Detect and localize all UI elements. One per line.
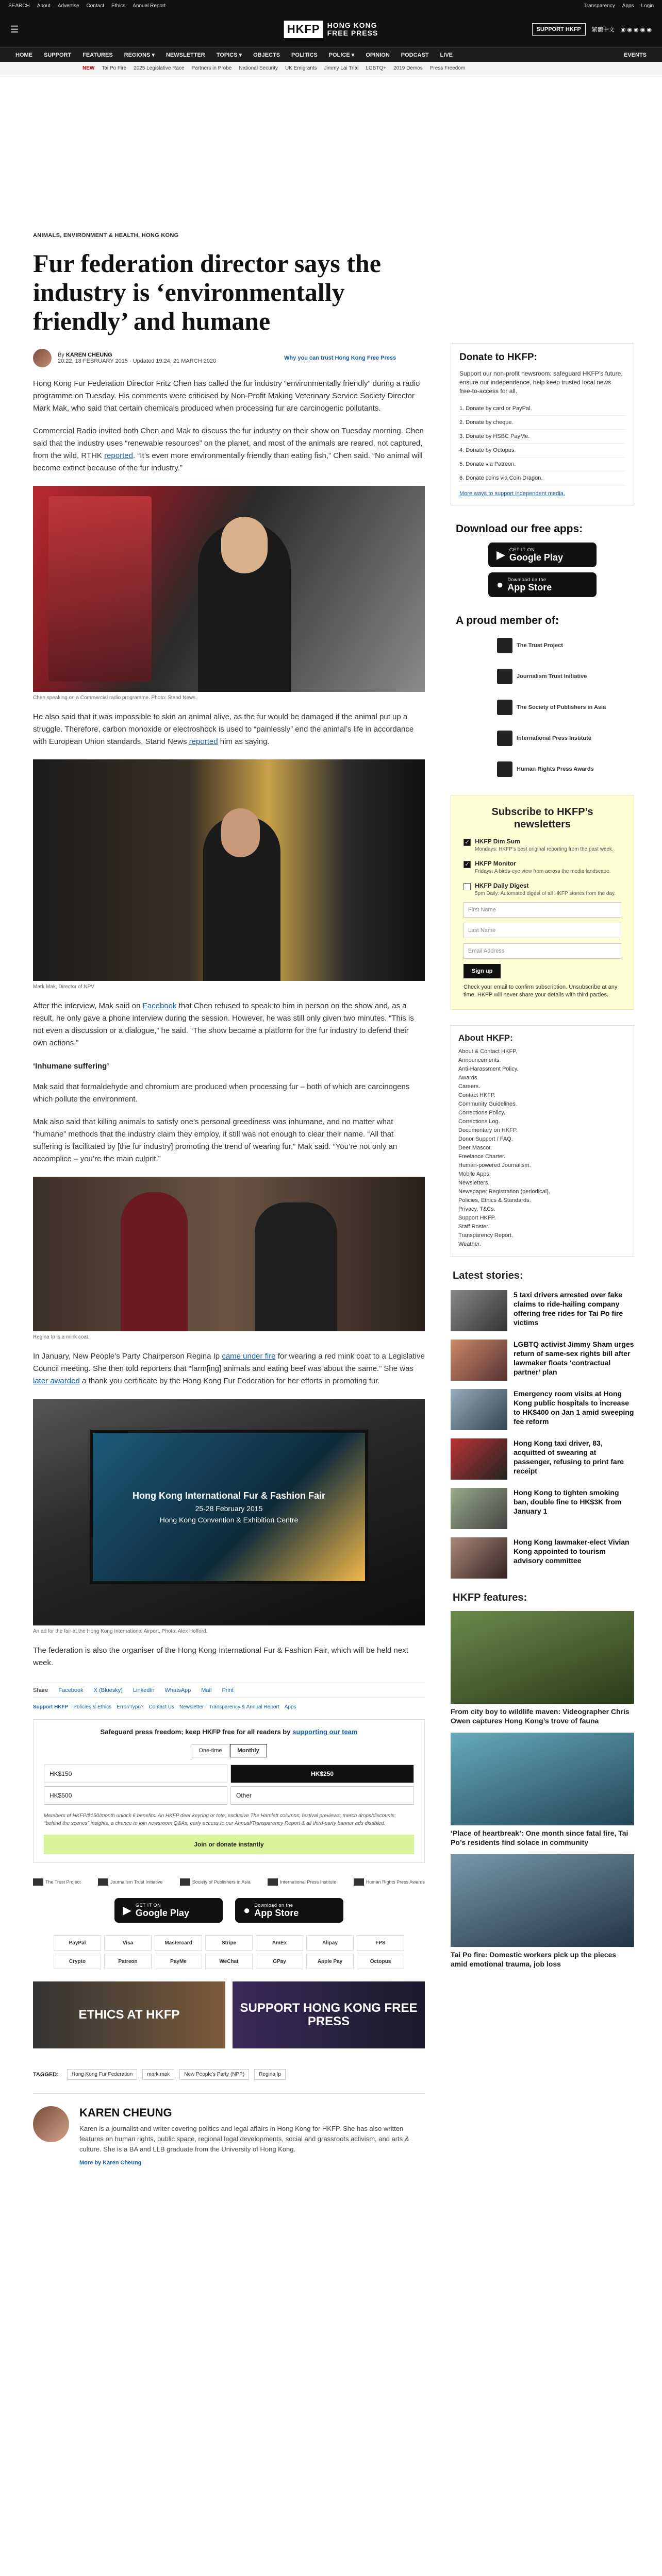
payment-logo: Visa — [104, 1935, 152, 1951]
tags-label: TAGGED: — [33, 2071, 59, 2078]
inline-link[interactable]: Facebook — [142, 1002, 177, 1010]
paragraph: He also said that it was impossible to skin an animal alive, as the fur would be damaged if the animal put up a struggle. Therefore, carbon monoxide or electroshock is used to “painlessly” end the animal’s life in accordance with European Union standards, Stand News reported him as saying. — [33, 713, 414, 746]
about-link[interactable]: Human-powered Journalism. — [458, 1162, 531, 1168]
share-linkedin-button[interactable]: LinkedIn — [133, 1687, 155, 1693]
last-name-field[interactable]: Last Name — [464, 923, 621, 938]
first-name-field[interactable]: First Name — [464, 902, 621, 918]
feature-item[interactable] — [451, 1854, 634, 1969]
paragraph: Commercial Radio invited both Chen and Mak to discuss the fur industry on their show on Tuesday morning. Chen said that the industry uses “renewable resources” on the planet, and most of the animals are reared, not captured, from the wild, RTHK reported. “It’s even more environmentally friendly than eating fish,” Chen said. “No animal will become extinct because of the fur industry.” — [33, 427, 424, 472]
story-thumbnail — [451, 1290, 507, 1331]
story-item[interactable] — [451, 1340, 634, 1381]
menu-icon[interactable]: ☰ — [10, 24, 19, 35]
apple-icon: ● — [496, 578, 504, 591]
site-header — [0, 11, 662, 47]
story-thumbnail — [451, 1340, 507, 1381]
tag-chip[interactable]: New People's Party (NPP) — [179, 2069, 249, 2080]
payment-logo: PayPal — [54, 1935, 101, 1951]
author-box — [33, 2093, 425, 2166]
article-category[interactable]: ANIMALS, ENVIRONMENT & HEALTH, HONG KONG — [33, 232, 179, 239]
ad-venue: Hong Kong Convention & Exhibition Centre — [159, 1515, 299, 1524]
trending-item[interactable]: LGBTQ+ — [366, 65, 387, 71]
advertise-link[interactable]: Advertise — [57, 3, 79, 9]
story-item[interactable] — [451, 1438, 634, 1480]
payment-logo: Mastercard — [155, 1935, 202, 1951]
apple-icon: ● — [243, 1904, 251, 1917]
share-bar — [33, 1683, 425, 1698]
about-link[interactable]: Newspaper Registration (periodical). — [458, 1189, 550, 1195]
feature-image — [451, 1733, 634, 1825]
about-link[interactable]: Transparency Report. — [458, 1232, 513, 1239]
nav-topics[interactable]: TOPICS ▾ — [216, 52, 242, 58]
ethics-banner[interactable]: ETHICS AT HKFP — [33, 1981, 225, 2048]
logo-ipi[interactable]: International Press Institute — [268, 1878, 336, 1886]
payment-logo: Alipay — [306, 1935, 354, 1951]
member-logo[interactable]: The Society of Publishers in Asia — [497, 697, 634, 718]
nav-live[interactable]: LIVE — [440, 52, 453, 58]
about-link[interactable]: Mobile Apps. — [458, 1171, 491, 1177]
newsletter-signup: Subscribe to HKFP’s newsletters ✓ HKFP Dim Sum Mondays: HKFP’s best original reporting from the past week. ✓ HKFP Monitor Fridays: A birds-eye view from across the media landscape. HKFP Daily Digest 5pm Daily: Automated digest of all HKFP stories from the day. First Name Last Name Email Address Sign up Check your email to confirm subscription. Unsubscribe at any time. HKFP will never share your details with third parties. — [451, 795, 634, 1010]
trending-label: NEW — [82, 65, 95, 71]
social-icons[interactable]: ◉ ◉ ◉ ◉ ◉ — [620, 26, 652, 33]
story-item[interactable] — [451, 1290, 634, 1331]
photo-mark-mak — [33, 759, 425, 981]
donate-method[interactable]: 4. Donate by Octopus. — [459, 444, 625, 457]
utility-bar — [0, 0, 662, 11]
author-name[interactable]: KAREN CHEUNG — [79, 2106, 172, 2119]
photo-caption: Mark Mak, Director of NPV — [33, 984, 94, 990]
share-facebook-button[interactable]: Facebook — [58, 1687, 84, 1693]
about-link[interactable]: Freelance Charter. — [458, 1154, 506, 1160]
google-play-button[interactable]: ▶ GET IT ON Google Play — [114, 1898, 223, 1923]
member-title: A proud member of: — [456, 615, 559, 626]
monthly-toggle[interactable]: Monthly — [230, 1744, 267, 1757]
about-link[interactable]: Newsletters. — [458, 1180, 490, 1186]
nav-regions[interactable]: REGIONS ▾ — [124, 52, 155, 58]
share-mail-button[interactable]: Mail — [201, 1687, 212, 1693]
app-store-button[interactable]: ● Download on the App Store — [235, 1898, 343, 1923]
nav-support[interactable]: SUPPORT — [44, 52, 72, 58]
story-title[interactable]: Emergency room visits at Hong Kong public hospitals to increase to HK$400 on Jan 1 amid sweeping fee reform — [514, 1389, 634, 1426]
ad-title: Hong Kong International Fur & Fashion Fair — [133, 1490, 325, 1501]
donate-method[interactable]: 5. Donate via Patreon. — [459, 457, 625, 471]
logo-line-2: FREE PRESS — [327, 29, 378, 37]
byline: By KAREN CHEUNG 20:22, 18 FEBRUARY 2015 · Updated 19:24, 21 MARCH 2020 Why you can trust Hong Kong Free Press — [33, 349, 425, 367]
tag-chip[interactable]: mark mak — [142, 2069, 174, 2080]
newsletter-checkbox[interactable]: ✓ — [464, 861, 471, 868]
photo-caption: An ad for the fair at the Hong Kong International Airport. Photo: Alex Hofford. — [33, 1629, 208, 1634]
member-logo[interactable]: The Trust Project — [497, 635, 634, 656]
payment-logo: Octopus — [357, 1954, 404, 1969]
feature-image — [451, 1854, 634, 1947]
logo-mark: HKFP — [284, 21, 323, 38]
app-store-button[interactable]: ● Download on the App Store — [488, 572, 597, 597]
about-link[interactable]: Awards. — [458, 1075, 479, 1081]
about-link[interactable]: Anti-Harassment Policy. — [458, 1066, 519, 1072]
newsletter-checkbox[interactable] — [464, 883, 471, 890]
payment-methods — [33, 1935, 425, 1969]
about-link[interactable]: Careers. — [458, 1083, 481, 1090]
logo-sopa[interactable]: Society of Publishers in Asia — [180, 1878, 251, 1886]
about-link[interactable]: Staff Roster. — [458, 1224, 490, 1230]
about-link[interactable]: Corrections Log. — [458, 1118, 500, 1125]
chinese-site-link[interactable]: 繁體中文 — [591, 27, 615, 33]
payment-logo: Patreon — [104, 1954, 152, 1969]
tag-chip[interactable]: Regina Ip — [254, 2069, 286, 2080]
story-thumbnail — [451, 1488, 507, 1529]
photo-fur-fair-ad — [33, 1399, 425, 1625]
trending-item[interactable]: 2025 Legislative Race — [134, 65, 185, 71]
login-link[interactable]: Login — [641, 3, 654, 9]
sidebar — [451, 343, 634, 1969]
amount-other[interactable]: Other — [230, 1786, 414, 1805]
tag-chip[interactable]: Hong Kong Fur Federation — [67, 2069, 137, 2080]
donation-widget: Safeguard press freedom; keep HKFP free for all readers by supporting our team One-time Monthly HK$150 HK$250 HK$500 Other Members of HKFP/$150/month unlock 6 benefits: An HKFP deer keyring or tote; exclusive The Hamlett columns; festival previews; merch drops/discounts; “behind the scenes” insights; a chance to join newsroom Q&As; early access to our Annual/Transparency Report & all third-party banner ads disabled. Join or donate instantly — [33, 1719, 425, 1863]
donate-method[interactable]: 3. Donate by HSBC PayMe. — [459, 430, 625, 444]
amount-option[interactable]: HK$150 — [44, 1765, 227, 1783]
signup-note: Check your email to confirm subscription. Unsubscribe at any time. HKFP will never share your details with third parties. — [464, 984, 618, 998]
paragraph: Mak said that formaldehyde and chromium are produced when processing fur – both of which are carcinogens which pollute the environment. — [33, 1082, 410, 1104]
publish-dates: 20:22, 18 FEBRUARY 2015 · Updated 19:24, 21 MARCH 2020 — [58, 358, 217, 364]
feature-title[interactable]: From city boy to wildlife maven: Videographer Chris Owen captures Hong Kong’s trove of fauna — [451, 1707, 630, 1725]
newsletter-checkbox[interactable]: ✓ — [464, 839, 471, 846]
about-link[interactable]: Community Guidelines. — [458, 1101, 517, 1107]
member-logo[interactable]: Journalism Trust Initiative — [497, 666, 634, 687]
partner-logos — [33, 1878, 425, 1886]
trending-item[interactable]: Tai Po Fire — [102, 65, 127, 71]
payment-logo: WeChat — [205, 1954, 253, 1969]
nav-features[interactable]: FEATURES — [82, 52, 113, 58]
nav-police[interactable]: POLICE ▾ — [328, 52, 355, 58]
inline-link[interactable]: came under fire — [222, 1352, 276, 1361]
about-link[interactable]: Privacy, T&Cs. — [458, 1206, 495, 1212]
photo-caption: Chen speaking on a Commercial radio programme. Photo: Stand News. — [33, 695, 197, 701]
trending-bar — [0, 62, 662, 75]
story-item[interactable] — [451, 1537, 634, 1579]
donate-title: Donate to HKFP: — [459, 352, 537, 363]
logo-hrpa[interactable]: Human Rights Press Awards — [354, 1878, 425, 1886]
subheading: ‘Inhumane suffering’ — [33, 1062, 109, 1071]
payment-logo: Stripe — [205, 1935, 253, 1951]
signup-button[interactable]: Sign up — [464, 964, 501, 978]
donate-box — [451, 343, 634, 505]
logo-jti[interactable]: Journalism Trust Initiative — [98, 1878, 163, 1886]
paragraph: In January, New People’s Party Chairperson Regina Ip came under fire for wearing a red mink coat to a Legislative Council meeting. She then told reporters that “farm[ing] animals and eating beef was about the same.” She was later awarded a thank you certificate by the Hong Kong Fur Federation for her efforts in promoting fur. — [33, 1352, 425, 1385]
play-store-icon: ▶ — [496, 548, 505, 561]
paragraph: Hong Kong Fur Federation Director Fritz Chen has called the fur industry “environmentally friendly” during a radio programme on Tuesday. His comments were criticised by Non-Profit Making Veterinary Service Society Director Mark Mak, who said that certain chemicals produced when processing fur are carcinogenic pollutants. — [33, 379, 420, 413]
feature-title[interactable]: Tai Po fire: Domestic workers pick up the pieces amid emotional trauma, job loss — [451, 1951, 617, 1968]
story-thumbnail — [451, 1537, 507, 1579]
paragraph: The federation is also the organiser of the Hong Kong International Fur & Fashion Fair, which will be held next week. — [33, 1646, 408, 1667]
about-link[interactable]: Contact HKFP. — [458, 1092, 495, 1098]
about-title: About HKFP: — [458, 1033, 513, 1043]
about-link[interactable]: Support HKFP. — [458, 1215, 496, 1221]
nav-home[interactable]: HOME — [15, 52, 32, 58]
paragraph: Mak also said that killing animals to satisfy one’s personal greediness was inhumane, and no matter what “humane” methods that the industry claim they employ, it still was not enough to clear their name. “All that suffering is facilitated by [the fur industry] promoting the trend of wearing fur,” Mak said. “You’re not only an accomplice – you’re the main culprit.” — [33, 1117, 398, 1163]
logo-trust-project[interactable]: The Trust Project — [33, 1878, 81, 1886]
feature-title[interactable]: ‘Place of heartbreak’: One month since fatal fire, Tai Po’s residents find solace in community — [451, 1829, 628, 1846]
support-hkfp-link[interactable]: Support HKFP — [33, 1704, 69, 1710]
payment-logo: PayMe — [155, 1954, 202, 1969]
author-avatar — [33, 349, 52, 367]
one-time-toggle[interactable]: One-time — [191, 1744, 229, 1757]
photo-caption: Regina Ip is a mink coat. — [33, 1334, 90, 1340]
error-link[interactable]: Error/Typo? — [117, 1704, 144, 1710]
nav-opinion[interactable]: OPINION — [366, 52, 390, 58]
author-avatar — [33, 2106, 69, 2142]
trust-link[interactable]: Why you can trust Hong Kong Free Press — [284, 355, 396, 361]
google-play-button[interactable]: ▶ GET IT ON Google Play — [488, 543, 597, 567]
about-link[interactable]: Corrections Policy. — [458, 1110, 505, 1116]
join-donate-button[interactable]: Join or donate instantly — [44, 1835, 414, 1854]
inline-link[interactable]: later awarded — [33, 1377, 80, 1385]
author-name[interactable]: KAREN CHEUNG — [65, 352, 112, 358]
about-link[interactable]: Donor Support / FAQ. — [458, 1136, 513, 1142]
story-title[interactable]: Hong Kong lawmaker-elect Vivian Kong appointed to tourism advisory committee — [514, 1538, 630, 1565]
more-ways-link[interactable]: More ways to support independent media. — [459, 490, 565, 497]
search-link[interactable]: SEARCH — [8, 3, 30, 9]
print-button[interactable]: Print — [222, 1687, 234, 1693]
trending-item[interactable]: UK Emigrants — [285, 65, 317, 71]
about-link[interactable]: Weather. — [458, 1241, 481, 1247]
payment-logo: AmEx — [256, 1935, 303, 1951]
author-bio: Karen is a journalist and writer covering politics and legal affairs in Hong Kong for HKFP. She has also written features on human rights, public space, regional legal developments, social and grassroots activism, and arts & culture. She is a BA and LLB graduate from the University of Hong Kong. — [79, 2125, 409, 2153]
nav-events[interactable]: EVENTS — [623, 52, 647, 58]
story-title[interactable]: Hong Kong taxi driver, 83, acquitted of swearing at passenger, refusing to print fare receipt — [514, 1439, 624, 1475]
payment-logo: Apple Pay — [306, 1954, 354, 1969]
about-link[interactable]: About & Contact HKFP. — [458, 1048, 518, 1055]
support-hkfp-button[interactable]: SUPPORT HKFP — [532, 23, 586, 36]
trending-item[interactable]: National Security — [239, 65, 278, 71]
about-link[interactable]: Documentary on HKFP. — [458, 1127, 518, 1133]
article — [33, 232, 425, 2166]
story-title[interactable]: Hong Kong to tighten smoking ban, double fine to HK$3K from January 1 — [514, 1488, 622, 1515]
member-benefits: Members of HKFP/$150/month unlock 6 benefits: An HKFP deer keyring or tote; exclusive The Hamlett columns; festival previews; merch drops/discounts; “behind the scenes” insights; a chance to join newsroom Q&As; early access to our Annual/Transparency Report & all third-party banner ads disabled. — [44, 1813, 396, 1826]
contact-link[interactable]: Contact — [86, 3, 104, 9]
feature-image — [451, 1611, 634, 1704]
about-link[interactable]: Deer Mascot. — [458, 1145, 492, 1151]
support-banner[interactable]: SUPPORT HONG KONG FREE PRESS — [233, 1981, 425, 2048]
donate-method[interactable]: 1. Donate by card or PayPal. — [459, 402, 625, 416]
supporting-team-link[interactable]: supporting our team — [292, 1728, 358, 1736]
nav-newsletter[interactable]: NEWSLETTER — [166, 52, 205, 58]
story-title[interactable]: 5 taxi drivers arrested over fake claims to ride-hailing company offering free rides for Tai Po fire victims — [514, 1291, 623, 1327]
policies-link[interactable]: Policies & Ethics — [73, 1704, 112, 1710]
donate-method[interactable]: 6. Donate coins via Coin Dragon. — [459, 471, 625, 485]
subscribe-title: Subscribe to HKFP’s newsletters — [491, 806, 593, 830]
nav-politics[interactable]: POLITICS — [291, 52, 318, 58]
logo-line-1: HONG KONG — [327, 21, 377, 29]
trending-item[interactable]: Press Freedom — [429, 65, 466, 71]
latest-title: Latest stories: — [453, 1270, 523, 1281]
inline-link[interactable]: reported — [104, 451, 133, 460]
feature-item[interactable] — [451, 1611, 634, 1725]
photo-regina-ip — [33, 1177, 425, 1331]
story-item[interactable] — [451, 1389, 634, 1430]
ad-dates: 25-28 February 2015 — [195, 1504, 263, 1513]
nav-podcast[interactable]: PODCAST — [401, 52, 429, 58]
about-link[interactable]: Announcements. — [458, 1057, 501, 1063]
latest-stories — [451, 1270, 634, 1579]
amount-option-selected[interactable]: HK$250 — [230, 1765, 414, 1783]
donate-method[interactable]: 2. Donate by cheque. — [459, 416, 625, 430]
story-title[interactable]: LGBTQ activist Jimmy Sham urges return of same-sex rights bill after lawmaker floats ‘contractual partner’ plan — [514, 1340, 634, 1376]
email-field[interactable]: Email Address — [464, 943, 621, 959]
share-x-button[interactable]: X (Bluesky) — [93, 1687, 123, 1693]
payment-logo: GPay — [256, 1954, 303, 1969]
article-title: Fur federation director says the industry is ‘environmentally friendly’ and humane — [33, 249, 381, 335]
feature-item[interactable] — [451, 1733, 634, 1847]
trending-item[interactable]: Jimmy Lai Trial — [324, 65, 359, 71]
story-item[interactable] — [451, 1488, 634, 1529]
main-nav — [0, 47, 662, 62]
site-logo[interactable] — [284, 21, 378, 38]
story-thumbnail — [451, 1438, 507, 1480]
paragraph: After the interview, Mak said on Facebook that Chen refused to speak to him in person on the show and, as a result, he only gave a phone interview during the session. However, he was still only given two minutes. “This is not even a discussion or a dialogue,” he said. “The show became a platform for the fur industry to defend their own actions.” — [33, 1002, 414, 1047]
tag-list — [33, 2069, 425, 2080]
donate-intro: Support our non-profit newsroom: safeguard HKFP’s future, ensure our independence, help keep trusted local news free-to-access for all. — [459, 370, 623, 395]
photo-radio-studio — [33, 486, 425, 692]
annual-report-link[interactable]: Annual Report — [133, 3, 166, 9]
about-link[interactable]: Policies, Ethics & Standards. — [458, 1197, 531, 1204]
apps-link[interactable]: Apps — [284, 1704, 296, 1710]
amount-option[interactable]: HK$500 — [44, 1786, 227, 1805]
member-logo[interactable]: Human Rights Press Awards — [497, 759, 634, 779]
ethics-link[interactable]: Ethics — [111, 3, 126, 9]
trending-item[interactable]: Partners in Probe — [191, 65, 232, 71]
nav-objects[interactable]: OBJECTS — [253, 52, 280, 58]
download-title: Download our free apps: — [456, 523, 583, 535]
features-title: HKFP features: — [453, 1592, 527, 1603]
transparency-report-link[interactable]: Transparency & Annual Report — [209, 1704, 279, 1710]
support-links — [33, 1704, 425, 1710]
payment-logo: Crypto — [54, 1954, 101, 1969]
more-by-author-link[interactable]: More by Karen Cheung — [79, 2160, 142, 2166]
play-store-icon: ▶ — [123, 1904, 131, 1917]
trending-item[interactable]: 2019 Demos — [393, 65, 423, 71]
about-box — [451, 1025, 634, 1257]
transparency-link[interactable]: Transparency — [583, 3, 615, 9]
share-whatsapp-button[interactable]: WhatsApp — [164, 1687, 191, 1693]
newsletter-link[interactable]: Newsletter — [179, 1704, 204, 1710]
payment-logo: FPS — [357, 1935, 404, 1951]
member-logo[interactable]: International Press Institute — [497, 728, 634, 749]
share-label: Share — [33, 1687, 48, 1693]
story-thumbnail — [451, 1389, 507, 1430]
apps-link[interactable]: Apps — [622, 3, 634, 9]
hkfp-features — [451, 1592, 634, 1969]
contact-us-link[interactable]: Contact Us — [148, 1704, 174, 1710]
inline-link[interactable]: reported — [189, 737, 218, 746]
about-link[interactable]: About — [37, 3, 51, 9]
